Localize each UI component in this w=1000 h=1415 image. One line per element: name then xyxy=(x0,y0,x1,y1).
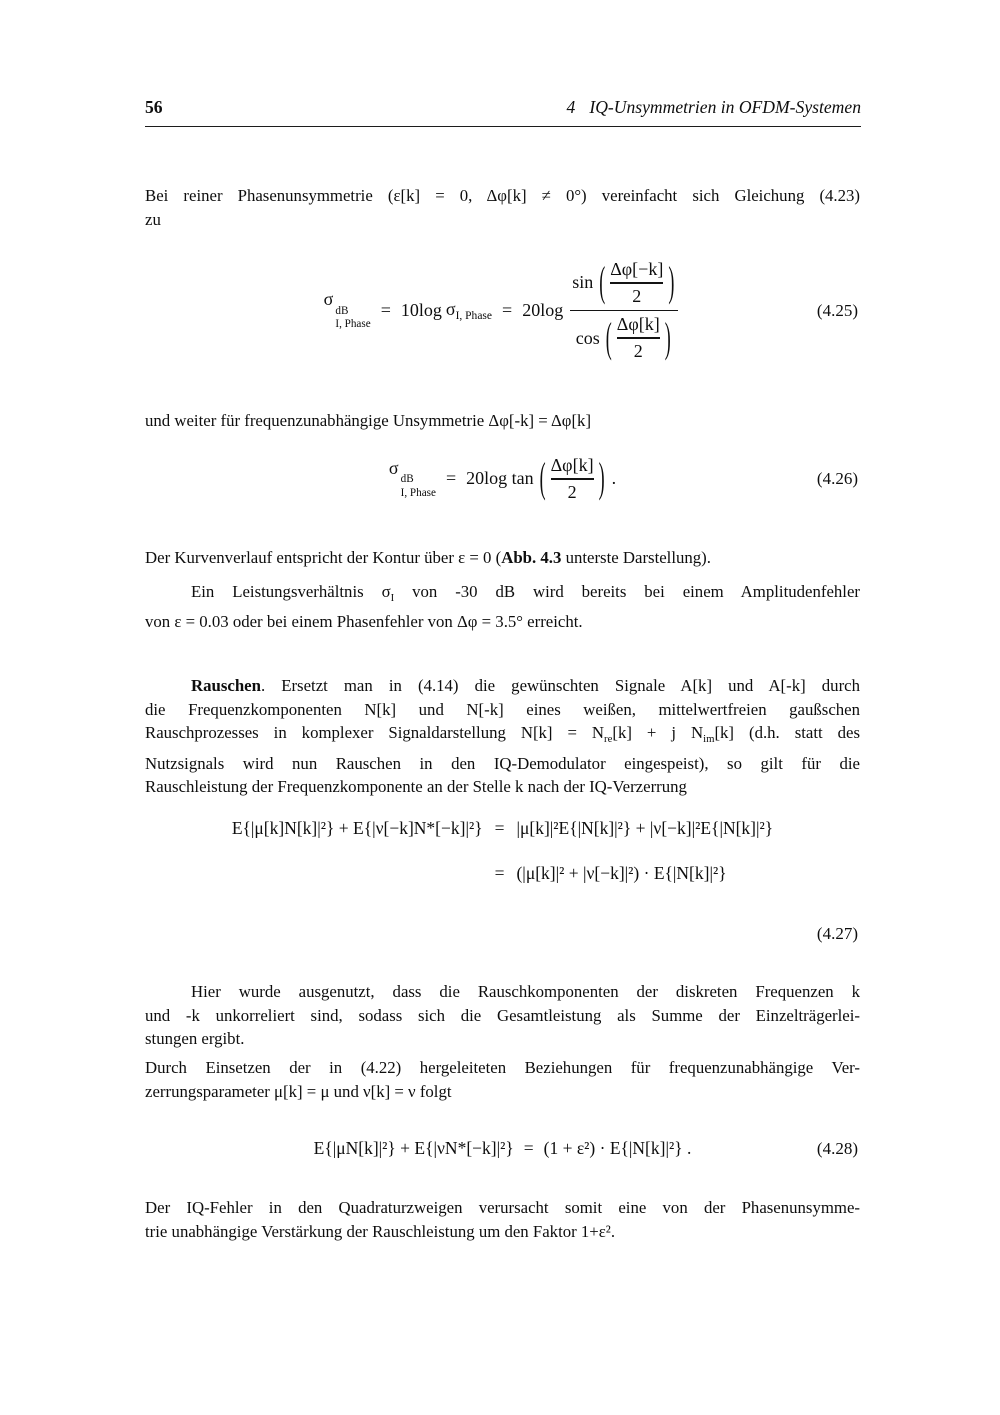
paragraph-connector xyxy=(145,409,860,433)
coefficient: 20log xyxy=(522,300,564,321)
equals-sign: = xyxy=(494,818,505,838)
outer-fraction xyxy=(570,258,678,363)
text-line: Rauschleistung der Frequenzkomponente an der Stelle k nach der IQ-Verzerrung xyxy=(145,777,687,797)
fraction xyxy=(551,455,594,503)
equation-number: (4.28) xyxy=(816,1138,858,1158)
denominator: 2 xyxy=(633,341,643,362)
text-line: zerrungsparameter μ[k] = μ und ν[k] = ν folgt xyxy=(145,1081,452,1101)
fraction-bar xyxy=(617,337,660,339)
superscript: dB xyxy=(335,305,349,318)
paragraph-leistung xyxy=(145,580,860,634)
fraction-bar xyxy=(551,478,594,480)
text-line: Durch Einsetzen der in (4.22) hergeleiteten Beziehungen für frequenzunabhängige Ver- xyxy=(145,1058,860,1077)
text-line xyxy=(145,580,860,610)
text-segment: Der Kurvenverlauf entspricht der Kontur über ε = 0 ( xyxy=(145,548,502,567)
inner-fraction xyxy=(617,314,660,362)
keyword-rauschen: Rauschen xyxy=(191,676,261,695)
sigma-symbol: σ xyxy=(381,582,391,601)
equation-rhs: (1 + ε²) · E{|N[k]|²} . xyxy=(543,1138,692,1158)
right-paren: ) xyxy=(664,313,671,361)
equals-sign: = xyxy=(523,1138,534,1158)
text-segment: von -30 dB wird bereits bei einem Amplitudenfehler xyxy=(394,582,860,601)
text-segment: [k] (d.h. statt des xyxy=(714,723,861,743)
sigma-scripts xyxy=(335,305,370,332)
period: . xyxy=(611,468,617,489)
text-line: Bei reiner Phasenunsymmetrie (ε[k] = 0, Δφ[k] ≠ 0°) vereinfacht sich Gleichung (4.23) xyxy=(145,186,860,205)
sigma-symbol: σ xyxy=(388,457,399,478)
sigma-symbol: σ xyxy=(323,289,334,310)
equals-sign: = xyxy=(380,300,391,321)
equation-number: (4.25) xyxy=(816,300,858,320)
sigma-scripts xyxy=(401,473,436,500)
paragraph-intro xyxy=(145,184,860,231)
paragraph-iqfehler xyxy=(145,1196,860,1243)
equation-lhs: E{|μ[k]N[k]|²} + E{|ν[−k]N*[−k]|²} xyxy=(231,818,483,838)
equals-sign: = xyxy=(502,300,513,321)
fraction-bar xyxy=(610,282,663,284)
subscript: im xyxy=(703,732,715,745)
subscript: I, Phase xyxy=(455,310,493,323)
text-line: und weiter für frequenzunabhängige Unsymmetrie Δφ[-k] = Δφ[k] xyxy=(145,411,592,430)
text-segment: [k] + j N xyxy=(612,723,704,743)
sigma-term xyxy=(389,458,436,501)
numerator: Δφ[−k] xyxy=(610,259,664,279)
cos-function: cos xyxy=(575,327,600,348)
text-line xyxy=(145,721,860,751)
fraction-numerator xyxy=(570,258,678,308)
equation-rhs: (|μ[k]|² + |ν[−k]|²) · E{|N[k]|²} xyxy=(516,863,727,883)
text-segment: unterste Darstellung). xyxy=(561,548,711,567)
equation-4-27-number xyxy=(145,924,858,944)
chapter-title: IQ-Unsymmetrien in OFDM-Systemen xyxy=(589,97,861,117)
left-paren: ( xyxy=(599,258,606,306)
paragraph-rauschen xyxy=(145,674,860,799)
right-paren: ) xyxy=(668,258,675,306)
running-title xyxy=(567,97,861,118)
paragraph-kurvenverlauf xyxy=(145,546,860,570)
text-line: Hier wurde ausgenutzt, dass die Rauschkomponenten der diskreten Frequenzen k xyxy=(191,982,860,1001)
subscript: I, Phase xyxy=(400,486,436,499)
subscript: I xyxy=(390,591,395,604)
sigma-term xyxy=(324,289,371,332)
page-number: 56 xyxy=(145,97,163,117)
equation-4-26 xyxy=(145,455,860,503)
left-paren: ( xyxy=(605,313,612,361)
left-paren: ( xyxy=(539,454,546,502)
fraction-bar xyxy=(570,310,678,312)
text-line: die Frequenzkomponenten N[k] und N[-k] eines weißen, mittelwertfreien gaußschen xyxy=(145,699,860,719)
coefficient: 20log tan xyxy=(466,468,534,489)
text-line: trie unabhängige Verstärkung der Rauschleistung um den Faktor 1+ε². xyxy=(145,1221,616,1241)
text-line: Der IQ-Fehler in den Quadraturzweigen verursacht somit eine von der Phasenunsymme- xyxy=(145,1198,860,1217)
inner-fraction xyxy=(610,259,663,307)
sigma-symbol: σ xyxy=(445,299,456,320)
text-line: von ε = 0.03 oder bei einem Phasenfehler von Δφ = 3.5° erreicht. xyxy=(145,612,583,632)
text-segment: Ein Leistungsverhältnis xyxy=(191,582,382,601)
numerator: Δφ[k] xyxy=(550,455,594,475)
equals-sign: = xyxy=(494,863,505,883)
equation-lhs: E{|μN[k]|²} + E{|νN*[−k]|²} xyxy=(313,1138,514,1158)
header-rule xyxy=(145,126,861,127)
text-line: zu xyxy=(145,209,161,229)
text-line xyxy=(145,674,860,698)
denominator: 2 xyxy=(567,481,577,502)
equation-rhs: |μ[k]|²E{|N[k]|²} + |ν[−k]|²E{|N[k]|²} xyxy=(516,818,774,838)
sin-function: sin xyxy=(572,272,594,293)
equation-4-28 xyxy=(145,1138,860,1159)
text-segment: Rauschprozesses in komplexer Signaldarstellung N[k] = N xyxy=(145,723,605,743)
figure-reference: Abb. 4.3 xyxy=(501,548,562,567)
text-segment: . Ersetzt man in (4.14) die gewünschten Signale A[k] und A[-k] durch xyxy=(260,676,860,695)
sigma-term xyxy=(446,299,492,322)
text-line: stungen ergibt. xyxy=(145,1029,245,1049)
equation-number: (4.27) xyxy=(816,924,858,943)
text-line xyxy=(145,546,860,570)
chapter-number: 4 xyxy=(566,97,576,117)
equation-number: (4.26) xyxy=(816,468,858,488)
denominator: 2 xyxy=(632,285,642,306)
equals-sign: = xyxy=(445,468,457,489)
right-paren: ) xyxy=(598,454,605,502)
subscript: I, Phase xyxy=(335,318,371,331)
superscript: dB xyxy=(400,473,414,486)
coefficient: 10log xyxy=(400,300,442,321)
paragraph-durch xyxy=(145,1056,860,1103)
subscript: re xyxy=(604,732,613,745)
numerator: Δφ[k] xyxy=(616,314,660,335)
equation-4-27 xyxy=(145,818,860,884)
fraction-denominator xyxy=(574,313,675,363)
equation-4-25 xyxy=(145,258,860,363)
paragraph-hier xyxy=(145,980,860,1051)
text-line: Nutzsignals wird nun Rauschen in den IQ-Demodulator eingespeist), so gilt für die xyxy=(145,753,860,773)
text-line: und -k unkorreliert sind, sodass sich die Gesamtleistung als Summe der Einzelträgerlei- xyxy=(145,1005,860,1025)
page-header xyxy=(145,97,861,118)
